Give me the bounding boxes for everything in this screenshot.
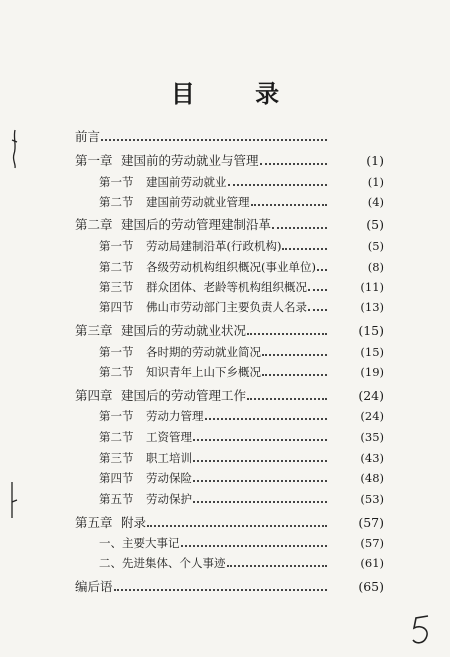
- toc-entry-section: [0, 464, 450, 484]
- toc-leader-dots: [251, 204, 328, 206]
- toc-leader-dots: [147, 525, 327, 527]
- toc-entry-page: (48): [360, 470, 384, 485]
- toc-leader-dots: [262, 354, 327, 356]
- toc-leader-dots: [193, 501, 327, 503]
- toc-entry-section: [0, 358, 450, 378]
- toc-leader-dots: [101, 139, 327, 141]
- toc-chapter-number: 第三章: [75, 322, 113, 338]
- toc-entry-chapter-2: [0, 211, 450, 231]
- toc-leader-dots: [193, 480, 327, 482]
- toc-entry-chapter-3: [0, 317, 450, 337]
- toc-entry-page: (57): [360, 535, 384, 550]
- toc-entry-page: (57): [358, 514, 384, 530]
- toc-section-number: 第二节: [99, 194, 134, 209]
- page-title: 目 录: [170, 79, 306, 108]
- toc-entry-section: [0, 293, 450, 313]
- toc-entry-chapter-1: [0, 147, 450, 167]
- toc-leader-dots: [227, 565, 328, 567]
- toc-entry-text: 劳动保险: [146, 470, 192, 485]
- toc-chapter-number: 第一章: [75, 152, 113, 168]
- toc-entry-page: (13): [360, 299, 384, 314]
- toc-entry-section: [0, 444, 450, 464]
- toc-entry-section: [0, 402, 450, 422]
- toc-section-number: 第一节: [99, 408, 134, 423]
- toc-section-number: 第四节: [99, 470, 134, 485]
- toc-entry-text: 群众团体、老龄等机构组织概况: [146, 279, 307, 294]
- toc-section-number: 第三节: [99, 450, 134, 465]
- toc-section-number: 第一节: [99, 238, 134, 253]
- toc-entry-text: 建国前劳动就业管理: [146, 194, 250, 209]
- toc-section-number: 第四节: [99, 299, 134, 314]
- toc-section-number: 第五节: [99, 491, 134, 506]
- toc-entry-text: 知识青年上山下乡概况: [146, 364, 261, 379]
- toc-chapter-number: 第五章: [75, 514, 113, 530]
- toc-entry-section: [0, 338, 450, 358]
- toc-entry-appendix-item: [0, 549, 450, 569]
- toc-section-number: 第一节: [99, 174, 134, 189]
- toc-leader-dots: [193, 460, 327, 462]
- toc-entry-text: 劳动保护: [146, 491, 192, 506]
- toc-leader-dots: [193, 439, 327, 441]
- toc-entry-text: 工资管理: [146, 429, 192, 444]
- toc-entry-page: (1): [366, 152, 384, 168]
- toc-leader-dots: [114, 589, 327, 591]
- toc-entry-section: [0, 168, 450, 188]
- toc-entry-text: 各级劳动机构组织概况(事业单位): [146, 259, 316, 274]
- toc-leader-dots: [228, 184, 328, 186]
- toc-entry-text: 劳动局建制沿革(行政机构): [146, 238, 282, 253]
- toc-entry-text: 编后语: [75, 578, 113, 594]
- toc-entry-text: 佛山市劳动部门主要负责人名录: [146, 299, 307, 314]
- toc-entry-page: (43): [360, 450, 384, 465]
- toc-entry-text: 前言: [75, 128, 101, 144]
- toc-entry-text: 劳动力管理: [146, 408, 204, 423]
- toc-leader-dots: [247, 398, 327, 400]
- toc-entry-text: 建国前劳动就业: [146, 174, 227, 189]
- toc-entry-section: [0, 188, 450, 208]
- toc-entry-page: (11): [360, 279, 384, 294]
- toc-entry-text: 建国后的劳动就业状况: [121, 322, 247, 338]
- toc-entry-text: 建国前的劳动就业与管理: [121, 152, 259, 168]
- toc-entry-text: 职工培训: [146, 450, 192, 465]
- toc-section-number: 第二节: [99, 429, 134, 444]
- toc-leader-dots: [308, 289, 327, 291]
- toc-entry-text: 二、先进集体、个人事迹: [99, 555, 226, 570]
- toc-entry-section: [0, 232, 450, 252]
- toc-entry-page: (1): [367, 174, 384, 189]
- toc-leader-dots: [272, 227, 327, 229]
- toc-section-number: 第三节: [99, 279, 134, 294]
- toc-entry-page: (4): [367, 194, 384, 209]
- toc-section-number: 第二节: [99, 364, 134, 379]
- toc-entry-chapter-4: [0, 382, 450, 402]
- toc-entry-text: 建国后的劳动管理建制沿革: [121, 216, 272, 232]
- toc-section-number: 第二节: [99, 259, 134, 274]
- toc-entry-page: (15): [360, 344, 384, 359]
- toc-entry-page: (15): [358, 322, 384, 338]
- toc-entry-text: 一、主要大事记: [99, 535, 180, 550]
- toc-entry-appendix-item: [0, 529, 450, 549]
- toc-entry-afterword: [0, 573, 450, 593]
- toc-leader-dots: [308, 309, 327, 311]
- toc-entry-chapter-5: [0, 509, 450, 529]
- toc-leader-dots: [181, 545, 328, 547]
- toc-entry-page: (35): [360, 429, 384, 444]
- toc-chapter-number: 第二章: [75, 216, 113, 232]
- toc-leader-dots: [205, 418, 328, 420]
- toc-leader-dots: [260, 163, 327, 165]
- toc-entry-page: (24): [360, 408, 384, 423]
- toc-entry-preface: [0, 123, 450, 143]
- toc-entry-page: (5): [366, 216, 384, 232]
- toc-section-number: 第一节: [99, 344, 134, 359]
- toc-entry-page: (53): [360, 491, 384, 506]
- toc-leader-dots: [262, 374, 327, 376]
- toc-entry-section: [0, 253, 450, 273]
- toc-leader-dots: [317, 269, 327, 271]
- toc-entry-page: (24): [358, 387, 384, 403]
- toc-entry-section: [0, 485, 450, 505]
- binding-mark: [8, 128, 22, 170]
- toc-entry-text: 附录: [121, 514, 147, 530]
- toc-entry-page: (5): [367, 238, 384, 253]
- toc-leader-dots: [282, 248, 327, 250]
- toc-entry-text: 各时期的劳动就业简况: [146, 344, 261, 359]
- toc-entry-page: (8): [367, 259, 384, 274]
- toc-entry-section: [0, 423, 450, 443]
- toc-entry-page: (61): [360, 555, 384, 570]
- toc-entry-page: (65): [358, 578, 384, 594]
- binding-mark: [4, 480, 20, 520]
- toc-entry-section: [0, 273, 450, 293]
- toc-entry-page: (19): [360, 364, 384, 379]
- toc-leader-dots: [247, 333, 327, 335]
- toc-chapter-number: 第四章: [75, 387, 113, 403]
- handwritten-page-number: [408, 612, 436, 648]
- toc-entry-text: 建国后的劳动管理工作: [121, 387, 247, 403]
